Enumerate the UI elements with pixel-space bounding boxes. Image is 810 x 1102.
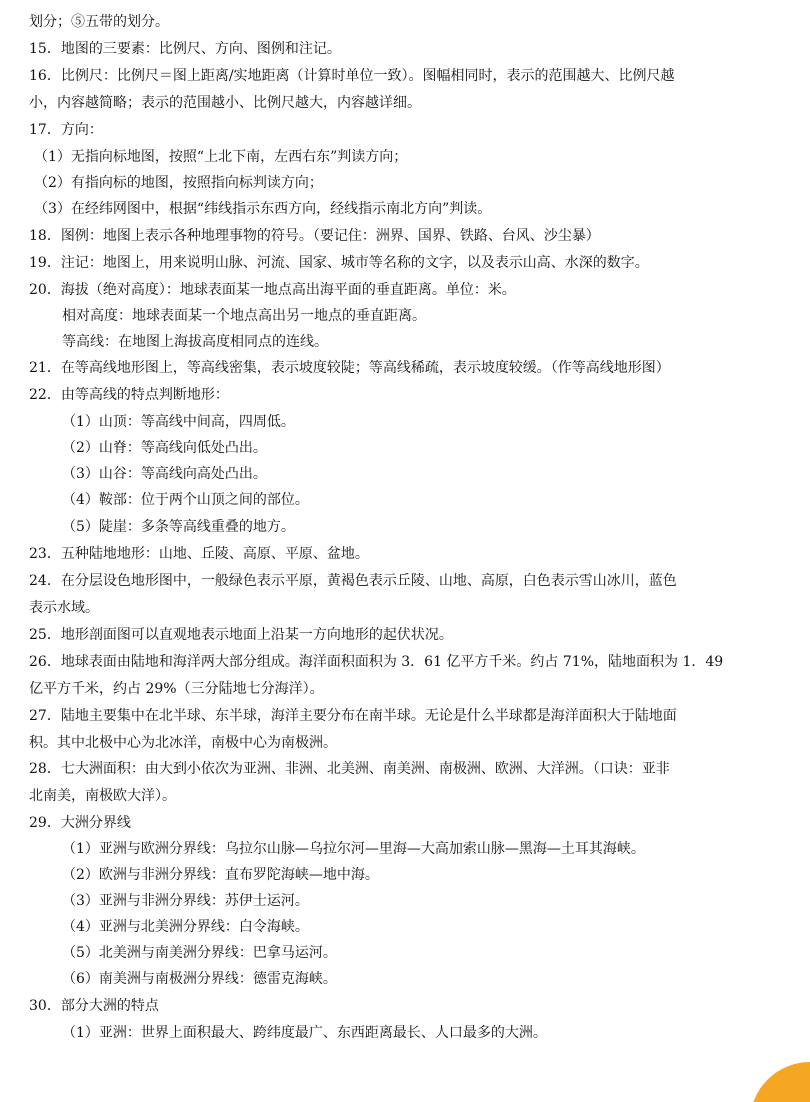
corner-accent-shape xyxy=(750,1062,810,1102)
text-line-2: 15．地图的三要素：比例尺、方向、图例和注记。 xyxy=(29,41,341,57)
text-line-5: 17．方向： xyxy=(29,122,103,138)
text-line-23: 表示水域。 xyxy=(29,600,99,616)
text-line-22: 24．在分层设色地形图中，一般绿色表示平原，黄褐色表示丘陵、山地、高原，白色表示雪山冰川，蓝色 xyxy=(29,573,677,589)
text-line-35: （4）亚洲与北美洲分界线：白令海峡。 xyxy=(62,919,309,935)
text-line-31: 29．大洲分界线 xyxy=(29,815,131,831)
text-line-33: （2）欧洲与非洲分界线：直布罗陀海峡—地中海。 xyxy=(62,867,379,883)
text-line-34: （3）亚洲与非洲分界线：苏伊士运河。 xyxy=(62,893,309,909)
text-line-29: 28．七大洲面积：由大到小依次为亚洲、非洲、北美洲、南美洲、南极洲、欧洲、大洋洲。（口诀：亚非 xyxy=(29,761,670,777)
text-line-7: （2）有指向标的地图，按照指向标判读方向； xyxy=(34,175,323,191)
text-line-12: 相对高度：地球表面某一个地点高出另一地点的垂直距离。 xyxy=(62,308,426,324)
text-line-3: 16．比例尺：比例尺＝图上距离/实地距离（计算时单位一致）。图幅相同时，表示的范围越大、比例尺越 xyxy=(29,68,675,84)
text-line-32: （1）亚洲与欧洲分界线：乌拉尔山脉—乌拉尔河—里海—大高加索山脉—黑海—土耳其海峡。 xyxy=(62,841,645,857)
text-line-6: （1）无指向标地图，按照“上北下南，左西右东”判读方向； xyxy=(34,149,408,165)
text-line-26: 亿平方千米，约占 29%（三分陆地七分海洋）。 xyxy=(29,681,324,697)
text-line-1: 划分；⑤五带的划分。 xyxy=(29,14,169,30)
text-line-38: 30．部分大洲的特点 xyxy=(29,998,159,1014)
text-line-28: 积。其中北极中心为北冰洋，南极中心为南极洲。 xyxy=(29,735,337,751)
text-line-21: 23．五种陆地地形：山地、丘陵、高原、平原、盆地。 xyxy=(29,546,369,562)
text-line-30: 北南美，南极欧大洋）。 xyxy=(29,788,176,804)
text-line-18: （3）山谷：等高线向高处凸出。 xyxy=(62,466,267,482)
text-line-14: 21．在等高线地形图上，等高线密集，表示坡度较陡；等高线稀疏，表示坡度较缓。（作等高线地形图） xyxy=(29,360,670,376)
text-line-20: （5）陡崖：多条等高线重叠的地方。 xyxy=(62,519,295,535)
text-line-10: 19．注记：地图上，用来说明山脉、河流、国家、城市等名称的文字，以及表示山高、水深的数字。 xyxy=(29,255,649,271)
text-line-17: （2）山脊：等高线向低处凸出。 xyxy=(62,440,267,456)
text-line-19: （4）鞍部：位于两个山顶之间的部位。 xyxy=(62,492,309,508)
text-line-11: 20．海拔（绝对高度）：地球表面某一地点高出海平面的垂直距离。单位：米。 xyxy=(29,282,516,298)
corner-decoration xyxy=(750,1058,810,1102)
text-line-27: 27．陆地主要集中在北半球、东半球，海洋主要分布在南半球。无论是什么半球都是海洋面积大于陆地面 xyxy=(29,708,677,724)
text-line-24: 25．地形剖面图可以直观地表示地面上沿某一方向地形的起伏状况。 xyxy=(29,627,453,643)
text-line-4: 小，内容越简略；表示的范围越小、比例尺越大，内容越详细。 xyxy=(29,95,421,111)
text-line-36: （5）北美洲与南美洲分界线：巴拿马运河。 xyxy=(62,945,337,961)
text-line-8: （3）在经纬网图中，根据“纬线指示东西方向，经线指示南北方向”判读。 xyxy=(34,201,492,217)
text-line-15: 22．由等高线的特点判断地形： xyxy=(29,387,229,403)
text-line-39: （1）亚洲：世界上面积最大、跨纬度最广、东西距离最长、人口最多的大洲。 xyxy=(62,1025,547,1041)
text-line-13: 等高线：在地图上海拔高度相同点的连线。 xyxy=(62,334,328,350)
text-line-25: 26．地球表面由陆地和海洋两大部分组成。海洋面积面积为 3．61 亿平方千米。约占 71%，陆地面积为 1．49 xyxy=(29,654,724,670)
text-line-37: （6）南美洲与南极洲分界线：德雷克海峡。 xyxy=(62,971,337,987)
text-line-9: 18．图例：地图上表示各种地理事物的符号。（要记住：洲界、国界、铁路、台风、沙尘暴） xyxy=(29,228,600,244)
text-line-16: （1）山顶：等高线中间高，四周低。 xyxy=(62,414,295,430)
